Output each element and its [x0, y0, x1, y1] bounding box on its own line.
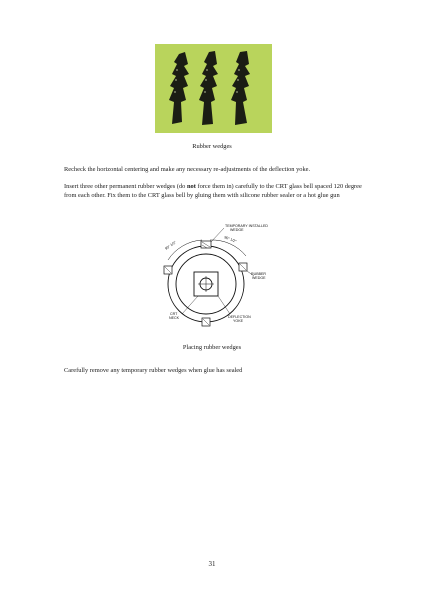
paragraph-insert-text-2: force them in) carefully to the CRT glass bell spaced 120 degree from each other. Fix them to the CRT glass bell by gluing them with silicone rubber sealer or a hot glue gun: [64, 183, 362, 199]
wedge-diagram-svg: [150, 218, 280, 338]
label-rubber-wedge: WEDGE: [252, 276, 266, 280]
figure1-caption: Rubber wedges: [192, 143, 232, 150]
wedge-placement-diagram: [150, 218, 280, 338]
paragraph-recheck: Recheck the horizontal centering and make any necessary re-adjustments of the deflection yoke.: [64, 166, 311, 173]
figure2-caption: Placing rubber wedges: [182, 344, 242, 351]
label-rubber: RUBBER: [251, 272, 266, 276]
label-deflection: DEFLECTION: [228, 315, 251, 319]
label-yoke: YOKE: [233, 319, 243, 323]
page-number: 31: [208, 560, 216, 568]
label-angle-left: 90° 1/2": [164, 240, 177, 251]
rubber-wedges-photo: [155, 44, 272, 133]
label-neck: NECK: [169, 316, 179, 320]
paragraph-remove-wedges: Carefully remove any temporary rubber wedges when glue has sealed: [64, 367, 243, 374]
rubber-wedges-illustration: [155, 44, 272, 133]
label-wedge: WEDGE: [230, 228, 244, 232]
label-crt: CRT: [170, 312, 178, 316]
paragraph-insert-text-1: Insert three other permanent rubber wedges (do: [64, 183, 187, 190]
angle-arc-right: [210, 240, 246, 256]
label-temporary: TEMPORARY INSTALLED: [225, 224, 268, 228]
paragraph-insert-wedges: [64, 183, 364, 200]
paragraph-insert-bold: not: [186, 183, 196, 190]
label-angle-right: 90° 1/2": [223, 235, 237, 244]
